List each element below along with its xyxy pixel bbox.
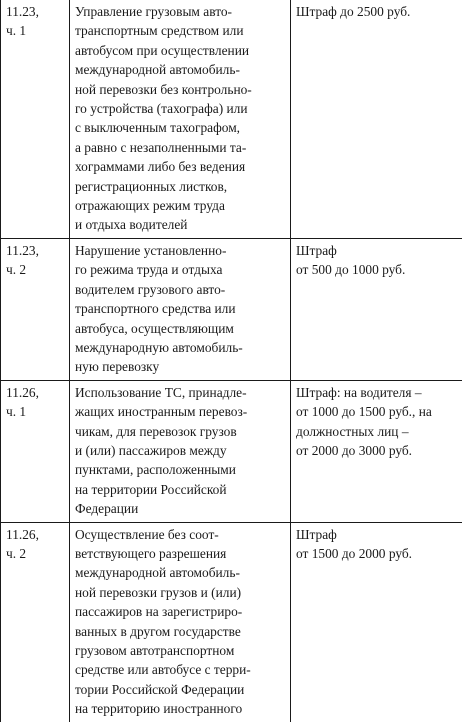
description-line: пунктами, расположенными xyxy=(75,460,290,479)
description-line: международной автомобиль- xyxy=(75,60,290,79)
description-line: хограммами либо без ведения xyxy=(75,157,290,176)
table-row xyxy=(1,380,462,522)
table-row xyxy=(1,238,462,380)
penalty-line: Штраф xyxy=(296,525,462,544)
description-line: и отдыха водителей xyxy=(75,215,290,234)
description-line: автобусом при осуществлении xyxy=(75,41,290,60)
table-row xyxy=(1,0,462,238)
description-line: го режима труда и отдыха xyxy=(75,260,290,279)
description-line: жащих иностранным перевоз- xyxy=(75,402,290,421)
description-line: на территорию иностранного xyxy=(75,699,290,718)
description-line: международной автомобиль- xyxy=(75,563,290,582)
description-line: транспортным средством или xyxy=(75,21,290,40)
description-line: а равно с незаполненными та- xyxy=(75,138,290,157)
description-cell xyxy=(70,238,291,380)
article-line: ч. 1 xyxy=(6,21,69,40)
description-line: Осуществление без соот- xyxy=(75,525,290,544)
penalty-cell xyxy=(291,380,462,522)
penalty-line: Штраф до 2500 руб. xyxy=(296,2,462,21)
description-cell xyxy=(70,522,291,722)
article-line: 11.23, xyxy=(6,241,69,260)
description-line: отражающих режим труда xyxy=(75,196,290,215)
description-line: средстве или автобусе с терри- xyxy=(75,660,290,679)
description-line: чикам, для перевозок грузов xyxy=(75,422,290,441)
description-line: ную перевозку xyxy=(75,357,290,376)
penalty-line: Штраф: на водителя – xyxy=(296,383,462,402)
description-line: ветствующего разрешения xyxy=(75,544,290,563)
description-line: регистрационных листков, xyxy=(75,177,290,196)
description-line: ной перевозки без контрольно- xyxy=(75,80,290,99)
description-cell xyxy=(70,380,291,522)
description-line: пассажиров на зарегистриро- xyxy=(75,602,290,621)
article-line: ч. 2 xyxy=(6,260,69,279)
article-cell xyxy=(1,238,70,380)
penalty-cell xyxy=(291,0,462,238)
penalty-line: от 1000 до 1500 руб., на xyxy=(296,402,462,421)
article-cell xyxy=(1,0,70,238)
penalty-line: от 1500 до 2000 руб. xyxy=(296,544,462,563)
description-line: ной перевозки грузов и (или) xyxy=(75,583,290,602)
description-line: и (или) пассажиров между xyxy=(75,441,290,460)
description-line: с выключенным тахографом, xyxy=(75,118,290,137)
description-line: тории Российской Федерации xyxy=(75,680,290,699)
description-line: водителем грузового авто- xyxy=(75,280,290,299)
penalty-line: Штраф xyxy=(296,241,462,260)
description-line: го устройства (тахографа) или xyxy=(75,99,290,118)
article-cell xyxy=(1,522,70,722)
penalty-cell xyxy=(291,522,462,722)
description-line: транспортного средства или xyxy=(75,299,290,318)
penalty-line: от 500 до 1000 руб. xyxy=(296,260,462,279)
description-line: Управление грузовым авто- xyxy=(75,2,290,21)
description-line: автобуса, осуществляющим xyxy=(75,319,290,338)
description-line: на территории Российской xyxy=(75,480,290,499)
description-line: Использование ТС, принадле- xyxy=(75,383,290,402)
description-line: Нарушение установленно- xyxy=(75,241,290,260)
description-cell xyxy=(70,0,291,238)
article-line: 11.26, xyxy=(6,525,69,544)
description-line: международную автомобиль- xyxy=(75,338,290,357)
article-line: 11.26, xyxy=(6,383,69,402)
penalty-line: должностных лиц – xyxy=(296,422,462,441)
description-line: грузовом автотранспортном xyxy=(75,641,290,660)
article-line: 11.23, xyxy=(6,2,69,21)
description-line: Федерации xyxy=(75,499,290,518)
penalty-line: от 2000 до 3000 руб. xyxy=(296,441,462,460)
table-row xyxy=(1,522,462,722)
article-cell xyxy=(1,380,70,522)
article-line: ч. 2 xyxy=(6,544,69,563)
article-line: ч. 1 xyxy=(6,402,69,421)
description-line: ванных в другом государстве xyxy=(75,622,290,641)
penalty-cell xyxy=(291,238,462,380)
